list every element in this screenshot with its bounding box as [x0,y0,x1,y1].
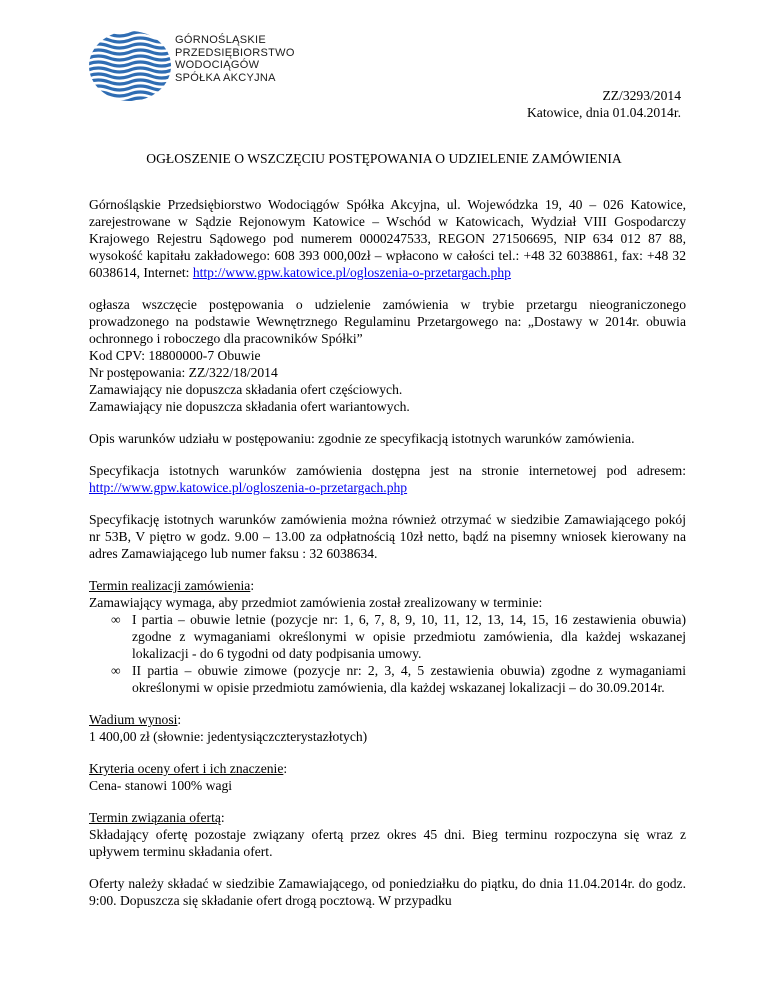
logo-wave [88,32,172,36]
bullet-icon: ∞ [111,663,121,678]
logo-wave [88,92,172,96]
reference-number: ZZ/3293/2014 [602,88,681,103]
intro-paragraph [89,196,686,281]
logo-line: WODOCIĄGÓW [175,59,260,72]
logo-wave [88,44,172,48]
announcement-text: ogłasza wszczęcie postępowania o udzielenie zamówienia w trybie przetargu nieograniczonego prowadzonego na podstawie Wewnętrznego Regulaminu Przetargowego na: „Dostawy w 2014r. obuwia ochronnego i roboczego dla pracowników Spółki” [89,297,686,346]
spec-online-paragraph [89,462,686,496]
deposit-section [89,711,686,745]
company-logo-text [175,34,295,84]
logo-line: GÓRNOŚLĄSKIE [175,34,267,46]
logo-line: SPÓŁKA AKCYJNA [175,71,276,84]
logo-wave [88,80,172,84]
criteria-heading: Kryteria oceny ofert i ich znaczenie [89,761,284,776]
binding-heading-line [89,809,686,826]
document-title: OGŁOSZENIE O WSZCZĘCIU POSTĘPOWANIA O UDZIELENIE ZAMÓWIENIA [146,151,622,166]
deposit-heading: Wadium wynosi [89,712,178,727]
intro-link[interactable]: http://www.gpw.katowice.pl/ogloszenia-o-przetargach.php [192,265,511,280]
partial-offers-note: Zamawiający nie dopuszcza składania ofert częściowych. [89,382,403,397]
realization-colon: : [250,578,255,593]
realization-heading: Termin realizacji zamówienia [89,578,251,593]
logo-wave [88,56,172,60]
reference-block [527,87,681,121]
deposit-colon: : [177,712,182,727]
logo-line: PRZEDSIĘBIORSTWO [175,46,295,59]
logo-wave [88,50,172,54]
logo-wave [88,38,172,42]
realization-list [89,611,686,696]
spec-online-link[interactable]: http://www.gpw.katowice.pl/ogloszenia-o-przetargach.php [89,480,408,495]
logo-wave [88,86,172,90]
realization-section [89,577,686,696]
place-date: Katowice, dnia 01.04.2014r. [526,105,681,120]
deposit-text: 1 400,00 zł (słownie: jedentysiączczterystazłotych) [89,729,368,744]
procedure-number: Nr postępowania: ZZ/322/18/2014 [89,365,278,380]
document-body [89,196,686,924]
list-item-text: I partia – obuwie letnie (pozycje nr: 1, 6, 7, 8, 9, 10, 11, 12, 13, 14, 15, 16 zestawienia obuwia) zgodne z wymaganiami określonymi w opisie przedmiotu zamówienia, dla każdej wskazanej lokalizacji - do 6 tygodni od daty podpisania umowy. [132,612,686,661]
submission-paragraph: Oferty należy składać w siedzibie Zamawiającego, od poniedziałku do piątku, do dnia 11.04.2014r. do godz. 9:00. Dopuszcza się składanie ofert drogą pocztową. W przypadku [89,876,686,908]
logo-wave [88,68,172,72]
logo-wave [88,74,172,78]
logo-wave [88,62,172,66]
binding-section [89,809,686,860]
criteria-colon: : [283,761,288,776]
criteria-text: Cena- stanowi 100% wagi [89,778,233,793]
company-logo [88,30,172,102]
binding-heading: Termin związania ofertą [89,810,221,825]
realization-text: Zamawiający wymaga, aby przedmiot zamówienia został zrealizowany w terminie: [89,595,543,610]
list-item-text: II partia – obuwie zimowe (pozycje nr: 2, 3, 4, 5 zestawienia obuwia) zgodne z wymaganiami określonymi w opisie przedmiotu zamówienia, dla każdej wskazanej lokalizacji – do 30.09.2014r. [132,663,686,695]
criteria-heading-line [89,760,686,777]
binding-text: Składający ofertę pozostaje związany ofertą przez okres 45 dni. Bieg terminu rozpoczyna się wraz z upływem terminu składania ofert. [89,827,686,859]
criteria-section [89,760,686,794]
spec-online-text: Specyfikacja istotnych warunków zamówienia dostępna jest na stronie internetowej pod adresem: [89,463,686,478]
deposit-heading-line [89,711,686,728]
list-item [89,611,686,662]
spec-office-paragraph: Specyfikację istotnych warunków zamówienia można również otrzymać w siedzibie Zamawiającego pokój nr 53B, V piętro w godz. 9.00 – 13.00 za odpłatnością 10zł netto, bądź na pisemny wniosek kierowany na adres Zamawiającego lub numer faksu : 32 6038634. [89,512,686,561]
conditions-paragraph: Opis warunków udziału w postępowaniu: zgodnie ze specyfikacją istotnych warunków zamówienia. [89,431,635,446]
announcement-paragraph [89,296,686,415]
variant-offers-note: Zamawiający nie dopuszcza składania ofert wariantowych. [89,399,410,414]
list-item [89,662,686,696]
intro-text: Górnośląskie Przedsiębiorstwo Wodociągów Spółka Akcyjna, ul. Wojewódzka 19, 40 – 026 Katowice, zarejestrowane w Sądzie Rejonowym Katowice – Wschód w Katowicach, Wydział VIII Gospodarczy Krajowego Rejestru Sądowego pod numerem 0000247533, REGON 271506695, NIP 634 012 87 88, wysokość kapitału zakładowego: 608 393 000,00zł – wpłacono w całości tel.: +48 32 6038861, fax: +48 32 6038614, Internet: [89,197,686,280]
logo-wave [88,98,172,102]
binding-colon: : [220,810,225,825]
realization-heading-line [89,577,686,594]
bullet-icon: ∞ [111,612,121,627]
cpv-code: Kod CPV: 18800000-7 Obuwie [89,348,261,363]
